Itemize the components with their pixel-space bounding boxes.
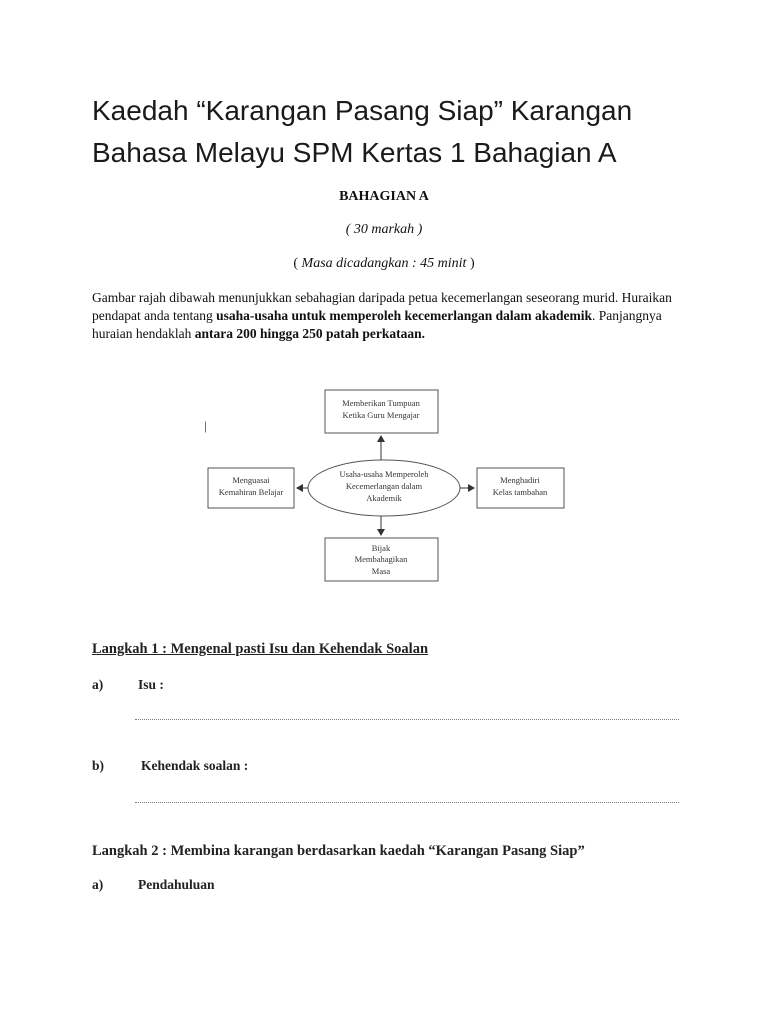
center-line-2: Kecemerlangan dalam [345,481,423,491]
top-line-2: Ketika Guru Mengajar [342,410,420,420]
left-line-2: Kemahiran Belajar [218,487,284,497]
step1-item-a [92,677,164,693]
step1-title: Langkah 1 : Mengenal pasti Isu dan Kehendak Soalan [92,641,429,657]
marks-note: ( 30 markah ) [345,222,423,237]
answer-line-isu[interactable] [135,717,679,720]
step1-item-b [92,758,248,774]
time-label: Masa dicadangkan [301,256,409,271]
step1-item-b-label: b) [92,758,105,773]
page-title: Kaedah “Karangan Pasang Siap” Karangan Bahasa Melayu SPM Kertas 1 Bahagian A [92,95,633,168]
stray-mark: | [204,418,207,433]
step2-title: Langkah 2 : Membina karangan berdasarkan kaedah “Karangan Pasang Siap” [92,843,585,859]
step1-item-a-text: Isu : [138,677,164,692]
instruction-paragraph [92,289,692,343]
answer-line-kehendak[interactable] [135,800,679,803]
step2-item-a-label: a) [92,877,104,892]
step1-item-a-label: a) [92,677,104,692]
center-line-1: Usaha-usaha Memperoleh [339,469,429,479]
top-line-1: Memberikan Tumpuan [342,398,420,408]
center-line-3: Akademik [366,493,402,503]
step2-item-a [92,877,215,893]
time-note [0,256,768,272]
instruction-text-1: Gambar rajah dibawah menunjukkan sebahagian daripada petua kecemerlangan seseorang murid. Huraikan pendapat anda tentang [92,290,672,323]
section-heading: BAHAGIAN A [339,189,429,204]
time-close: ) [466,256,475,271]
time-open: ( [293,256,302,271]
bottom-line-2: Membahagikan [354,554,408,564]
instruction-bold-2: antara 200 hingga 250 patah perkataan. [194,326,425,341]
mind-map-diagram [0,380,768,590]
left-line-1: Menguasai [232,475,270,485]
right-line-2: Kelas tambahan [492,487,548,497]
bottom-line-1: Bijak [371,543,391,553]
step1-item-b-text: Kehendak soalan : [141,758,249,773]
bottom-line-3: Masa [371,566,391,576]
right-line-1: Menghadiri [500,475,540,485]
instruction-text-2: . Panjangnya huraian hendaklah [92,308,662,341]
time-value: : 45 minit [408,256,467,271]
instruction-bold-1: usaha-usaha untuk memperoleh kecemerlangan dalam akademik [216,308,592,323]
step2-item-a-text: Pendahuluan [138,877,215,892]
